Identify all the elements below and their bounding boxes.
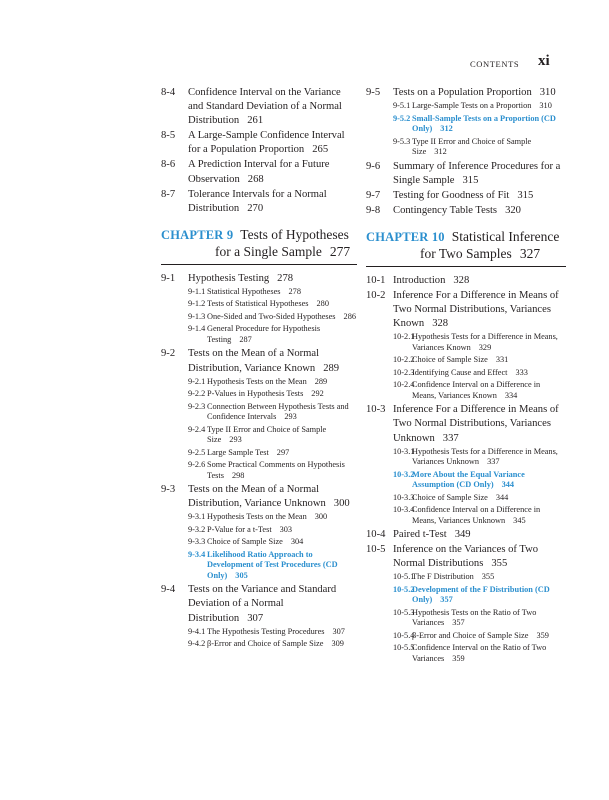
entry-page: 289 (314, 376, 328, 386)
chapter-title: Tests of Hypotheses (240, 226, 349, 242)
entry-page: 357 (452, 618, 465, 628)
entry-number: 10-2 (366, 290, 386, 302)
entry-number: 9-7 (366, 189, 381, 201)
entry-page: 333 (515, 367, 528, 377)
page-header (0, 53, 609, 73)
entry-number: 10-5.2 (393, 584, 415, 594)
toc-subsection[interactable] (366, 368, 566, 379)
entry-title-text: Tests on the Mean of a Normal Distribution, Variance Unknown (188, 484, 326, 510)
toc-subsection[interactable] (161, 312, 357, 323)
entry-page: 278 (277, 272, 294, 284)
entry-page: 297 (276, 447, 290, 457)
entry-title-text: β-Error and Choice of Sample Size (207, 639, 324, 649)
entry-number: 10-2.2 (393, 355, 415, 365)
entry-number: 10-3.4 (393, 505, 415, 515)
entry-page: 265 (312, 144, 329, 156)
entry-title-text: Contingency Table Tests (393, 204, 498, 216)
entry-title (188, 347, 357, 375)
toc-subsection[interactable] (161, 525, 357, 536)
toc-subsection[interactable] (366, 608, 566, 629)
entry-title (207, 402, 357, 423)
toc-subsection[interactable] (161, 537, 357, 548)
entry-title (412, 380, 566, 401)
entry-title (393, 274, 566, 288)
toc-section[interactable] (161, 272, 357, 286)
toc-section[interactable] (161, 483, 357, 511)
entry-title (207, 512, 357, 523)
entry-number: 9-2.1 (188, 376, 206, 386)
entry-number: 10-5.4 (393, 630, 415, 640)
entry-title (207, 537, 357, 548)
chapter-heading[interactable] (366, 229, 566, 267)
toc-subsection[interactable] (161, 425, 357, 446)
entry-title (412, 493, 566, 504)
entry-number: 10-3.1 (393, 446, 415, 456)
toc-section[interactable] (366, 274, 566, 288)
entry-number: 10-5.3 (393, 607, 415, 617)
toc-subsection[interactable] (161, 460, 357, 481)
entry-title-text: The F Distribution (412, 572, 474, 582)
entry-page: 289 (323, 362, 340, 374)
entry-title-text: Identifying Cause and Effect (412, 367, 508, 377)
entry-title (207, 312, 357, 323)
entry-title-text: Hypothesis Tests on the Ratio of Two Variances (412, 607, 537, 628)
entry-title (207, 525, 357, 536)
entry-page: 300 (333, 498, 350, 510)
entry-title (412, 585, 566, 606)
entry-title-text: Choice of Sample Size (412, 355, 488, 365)
toc-section[interactable] (161, 129, 357, 157)
toc-subsection[interactable] (366, 380, 566, 401)
toc-subsection[interactable] (161, 627, 357, 638)
entry-title-text: Inference on the Variances of Two Normal Distributions (393, 544, 539, 570)
entry-title (393, 86, 566, 100)
entry-page: 268 (247, 173, 264, 185)
entry-number: 8-5 (161, 130, 176, 142)
chapter-title-cont: for Two Samples (420, 245, 512, 261)
entry-title-text: Type II Error and Choice of Sample Size (207, 424, 327, 445)
toc-subsection[interactable] (366, 332, 566, 353)
entry-number: 9-1.2 (188, 299, 206, 309)
entry-page: 293 (284, 412, 297, 422)
entry-title-text: Large-Sample Tests on a Proportion (412, 101, 532, 111)
entry-title (207, 425, 357, 446)
entry-title-text: Confidence Interval on a Difference in Means, Variances Known (412, 380, 541, 400)
entry-title-text: Tests on a Population Proportion (393, 87, 532, 98)
chapter-title-line2 (366, 246, 566, 263)
toc-subsection[interactable] (161, 377, 357, 388)
entry-title-text: Type II Error and Choice of Sample Size (412, 136, 532, 157)
entry-title-text: Inference For a Difference in Means of Two Normal Distributions, Variances Unknown (393, 404, 559, 444)
toc-right-column (366, 86, 566, 666)
entry-title-text: Tests on the Variance and Standard Deviation of a Normal Distribution (188, 584, 337, 624)
entry-title-text: Hypothesis Testing (188, 272, 270, 284)
entry-title (412, 114, 566, 135)
entry-title-text: Testing for Goodness of Fit (393, 189, 510, 201)
entry-number: 9-2 (161, 348, 176, 360)
entry-title (188, 129, 357, 157)
entry-page: 300 (314, 512, 328, 522)
entry-title-text: A Large-Sample Confidence Interval for a Population Proportion (188, 130, 345, 156)
entry-page: 304 (290, 537, 304, 547)
entry-page: 315 (517, 189, 534, 201)
entry-title (207, 287, 357, 298)
entry-number: 9-2.3 (188, 401, 206, 411)
entry-title-text: Choice of Sample Size (412, 492, 488, 502)
entry-number: 10-3.3 (393, 492, 415, 502)
entry-page: 344 (495, 492, 509, 502)
entry-number: 10-3 (366, 404, 386, 416)
toc-subsection[interactable] (366, 355, 566, 366)
entry-number: 9-3.2 (188, 524, 206, 534)
entry-page: 298 (231, 470, 245, 480)
entry-number: 8-7 (161, 188, 176, 200)
entry-number: 10-1 (366, 274, 386, 286)
entry-title (412, 470, 566, 491)
entry-page: 309 (331, 639, 344, 649)
entry-title (188, 483, 357, 511)
entry-number: 10-2.3 (393, 367, 415, 377)
entry-page: 261 (247, 115, 264, 127)
chapter-title-line2 (161, 244, 357, 261)
entry-title (207, 639, 357, 650)
toc-section[interactable] (366, 403, 566, 445)
entry-number: 9-3.1 (188, 512, 206, 522)
toc-section[interactable] (366, 160, 566, 188)
entry-title-text: Likelihood Ratio Approach to Development of Test Procedures (CD Only) (207, 549, 338, 580)
entry-page: 331 (495, 355, 509, 365)
entry-title (207, 448, 357, 459)
entry-number: 9-3 (161, 484, 176, 496)
entry-number: 10-2.1 (393, 332, 415, 342)
entry-title (412, 643, 566, 664)
entry-page: 357 (440, 595, 453, 605)
toc-section[interactable] (161, 86, 357, 128)
entry-title (412, 505, 566, 526)
entry-title-text: General Procedure for Hypothesis Testing (207, 324, 321, 344)
toc-subsection[interactable] (161, 512, 357, 523)
entry-title (188, 158, 357, 186)
entry-page: 359 (452, 653, 465, 663)
entry-page: 337 (442, 432, 459, 444)
toc-section[interactable] (366, 528, 566, 542)
entry-title (207, 627, 357, 638)
entry-page: 312 (434, 147, 447, 157)
toc-subsection[interactable] (161, 550, 357, 582)
toc-subsection[interactable] (366, 631, 566, 642)
entry-title (393, 528, 566, 542)
entry-page: 334 (504, 390, 518, 400)
entry-number: 9-4.2 (188, 639, 206, 649)
toc-subsection[interactable] (366, 447, 566, 468)
entry-page: 307 (332, 626, 345, 636)
entry-title-text: P-Values in Hypothesis Tests (207, 389, 304, 399)
entry-page: 345 (513, 515, 526, 525)
entry-title-text: Hypothesis Tests on the Mean (207, 512, 307, 522)
entry-title-text: Tests on the Mean of a Normal Distribution, Variance Known (188, 348, 320, 374)
toc-subsection[interactable] (366, 114, 566, 135)
entry-title-text: Introduction (393, 274, 446, 286)
entry-page: 293 (229, 435, 242, 445)
page-number: xi (538, 53, 550, 69)
entry-number: 9-4 (161, 584, 176, 596)
entry-title (188, 583, 357, 625)
toc-section[interactable] (161, 188, 357, 216)
entry-number: 9-3.4 (188, 549, 206, 559)
entry-title (393, 204, 566, 218)
chapter-label: CHAPTER 9 (161, 227, 234, 242)
entry-number: 9-5.1 (393, 101, 411, 111)
toc-section[interactable] (366, 189, 566, 203)
entry-title (207, 460, 357, 481)
entry-page: 292 (311, 389, 324, 399)
entry-title-text: Small-Sample Tests on a Proportion (CD Only) (412, 113, 556, 134)
entry-title-text: Choice of Sample Size (207, 537, 283, 547)
entry-title (207, 550, 357, 582)
entry-title (188, 188, 357, 216)
entry-page: 337 (487, 457, 500, 467)
entry-number: 10-3.2 (393, 469, 415, 479)
entry-page: 344 (501, 480, 515, 490)
toc-subsection[interactable] (161, 402, 357, 423)
entry-title-text: Statistical Hypotheses (207, 286, 281, 296)
toc-subsection[interactable] (161, 299, 357, 310)
entry-page: 278 (288, 286, 301, 296)
entry-title-text: One-Sided and Two-Sided Hypotheses (207, 311, 336, 321)
chapter-label: CHAPTER 10 (366, 229, 445, 244)
entry-page: 328 (432, 318, 449, 330)
entry-title-text: Tolerance Intervals for a Normal Distribution (188, 188, 327, 214)
entry-title-text: Development of the F Distribution (CD Only) (412, 584, 550, 605)
entry-page: 310 (539, 101, 552, 111)
entry-title (412, 355, 566, 366)
toc-subsection[interactable] (366, 572, 566, 583)
entry-number: 9-1.4 (188, 324, 206, 334)
entry-page: 359 (536, 630, 549, 640)
toc-subsection[interactable] (161, 287, 357, 298)
entry-title-text: Connection Between Hypothesis Tests and Confidence Intervals (207, 401, 349, 422)
entry-page: 349 (454, 529, 471, 541)
entry-page: 355 (481, 572, 495, 582)
entry-page: 307 (247, 612, 264, 624)
entry-title (412, 332, 566, 353)
toc-section[interactable] (366, 543, 566, 571)
entry-title (412, 572, 566, 583)
entry-page: 286 (343, 311, 356, 321)
entry-title (393, 189, 566, 203)
chapter-heading[interactable] (161, 227, 357, 265)
entry-number: 8-6 (161, 159, 176, 171)
entry-title-text: Large Sample Test (207, 447, 269, 457)
entry-title-text: A Prediction Interval for a Future Observation (188, 159, 330, 185)
toc-subsection[interactable] (366, 643, 566, 664)
entry-number: 9-2.4 (188, 424, 206, 434)
entry-page: 310 (539, 87, 556, 98)
entry-title-text: β-Error and Choice of Sample Size (412, 630, 529, 640)
entry-title (207, 324, 357, 345)
entry-title-text: Paired t-Test (393, 529, 447, 541)
toc-subsection[interactable] (366, 493, 566, 504)
toc-section[interactable] (366, 204, 566, 218)
entry-number: 9-6 (366, 160, 381, 172)
entry-title-text: Hypothesis Tests for a Difference in Means, Variances Unknown (412, 446, 558, 467)
entry-title-text: Summary of Inference Procedures for a Single Sample (393, 160, 561, 186)
entry-title (393, 289, 566, 331)
entry-number: 9-1.1 (188, 286, 206, 296)
entry-page: 270 (247, 202, 264, 214)
entry-page: 315 (462, 174, 479, 186)
entry-page: 355 (491, 558, 508, 570)
toc-subsection[interactable] (366, 101, 566, 112)
entry-page: 303 (279, 524, 293, 534)
entry-number: 9-1.3 (188, 311, 206, 321)
entry-title (412, 631, 566, 642)
running-head: CONTENTS (470, 59, 520, 69)
entry-title-text: P-Value for a t-Test (207, 524, 272, 534)
entry-title (412, 368, 566, 379)
entry-title (207, 377, 357, 388)
entry-number: 9-2.6 (188, 460, 206, 470)
toc-subsection[interactable] (161, 324, 357, 345)
toc-subsection[interactable] (366, 505, 566, 526)
entry-number: 9-5 (366, 87, 381, 98)
entry-title (393, 543, 566, 571)
toc-subsection[interactable] (366, 470, 566, 491)
toc-section[interactable] (161, 158, 357, 186)
entry-page: 329 (478, 342, 492, 352)
chapter-title-cont: for a Single Sample (215, 243, 322, 259)
entry-title (188, 86, 357, 128)
toc-subsection[interactable] (366, 585, 566, 606)
entry-title-text: Hypothesis Tests for a Difference in Means, Variances Known (412, 332, 558, 352)
entry-number: 9-1 (161, 272, 176, 284)
entry-page: 280 (316, 299, 329, 309)
entry-title (393, 160, 566, 188)
entry-number: 9-2.2 (188, 389, 206, 399)
entry-page: 328 (453, 274, 470, 286)
entry-number: 9-5.2 (393, 113, 411, 123)
entry-title (207, 299, 357, 310)
toc-subsection[interactable] (366, 137, 566, 158)
chapter-title: Statistical Inference (451, 228, 560, 244)
entry-title (412, 137, 566, 158)
toc-subsection[interactable] (161, 389, 357, 400)
entry-title (188, 272, 357, 286)
entry-title (412, 447, 566, 468)
toc-left-column (161, 86, 357, 652)
entry-number: 9-2.5 (188, 447, 206, 457)
entry-title-text: The Hypothesis Testing Procedures (207, 626, 325, 636)
entry-page: 312 (440, 124, 453, 134)
entry-title (207, 389, 357, 400)
entry-number: 10-2.4 (393, 380, 415, 390)
entry-title-text: Some Practical Comments on Hypothesis Tests (207, 460, 345, 480)
entry-title-text: Confidence Interval on the Ratio of Two Variances (412, 643, 547, 663)
entry-page: 320 (505, 204, 521, 216)
entry-title (393, 403, 566, 445)
entry-title-text: Hypothesis Tests on the Mean (207, 376, 307, 386)
entry-title (412, 608, 566, 629)
entry-number: 10-5.1 (393, 572, 415, 582)
toc-section[interactable] (161, 347, 357, 375)
entry-number: 9-4.1 (188, 626, 206, 636)
chapter-page: 327 (519, 245, 541, 261)
entry-title-text: Confidence Interval on the Variance and Standard Deviation of a Normal Distribution (188, 87, 342, 127)
toc-section[interactable] (161, 583, 357, 625)
entry-page: 305 (235, 570, 248, 580)
entry-title-text: More About the Equal Variance Assumption (CD Only) (412, 469, 525, 490)
chapter-page: 277 (329, 243, 351, 259)
entry-title-text: Confidence Interval on a Difference in Means, Variances Unknown (412, 505, 541, 525)
entry-title (412, 101, 566, 112)
entry-number: 10-4 (366, 529, 386, 541)
toc-section[interactable] (366, 289, 566, 331)
toc-section[interactable] (366, 86, 566, 100)
entry-number: 9-8 (366, 204, 381, 216)
entry-number: 10-5.5 (393, 643, 415, 653)
entry-number: 9-3.3 (188, 537, 206, 547)
entry-title-text: Inference For a Difference in Means of Two Normal Distributions, Variances Known (393, 290, 559, 330)
toc-subsection[interactable] (161, 639, 357, 650)
entry-number: 8-4 (161, 87, 176, 98)
entry-page: 287 (239, 334, 252, 344)
entry-number: 9-5.3 (393, 136, 411, 146)
entry-number: 10-5 (366, 544, 386, 556)
toc-subsection[interactable] (161, 448, 357, 459)
entry-title-text: Tests of Statistical Hypotheses (207, 299, 309, 309)
